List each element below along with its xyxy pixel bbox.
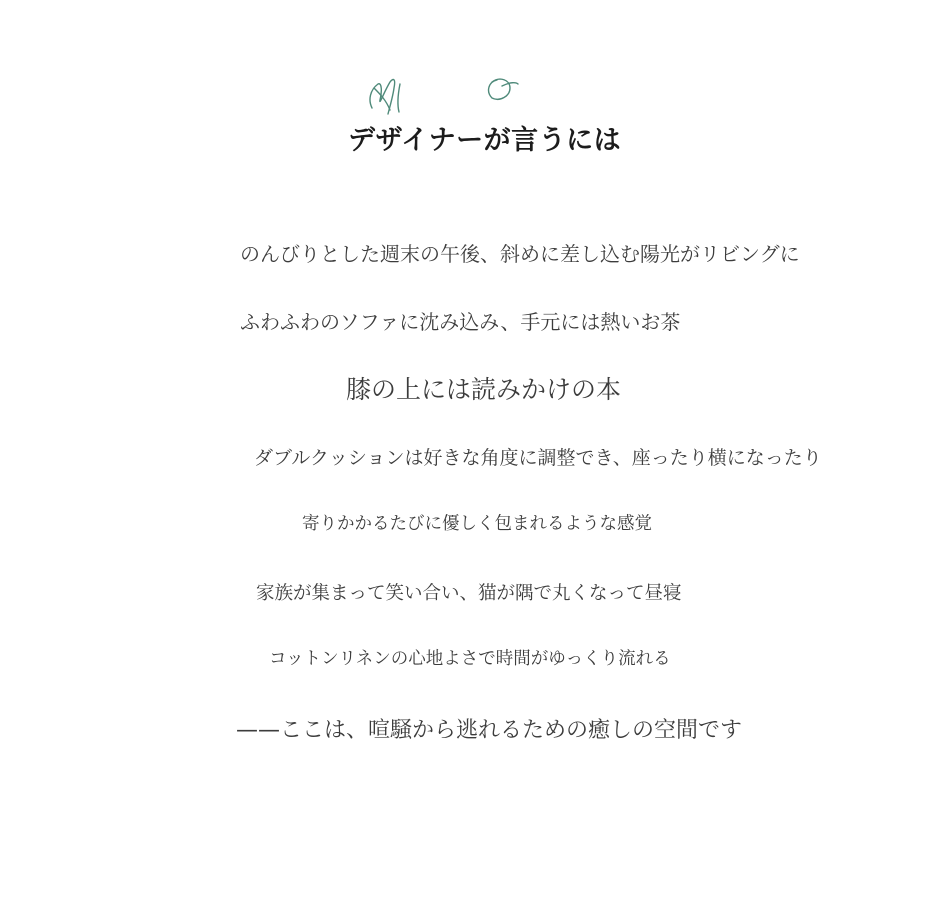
body-line: 寄りかかるたびに優しく包まれるような感覚: [302, 514, 652, 534]
body-line: ——ここは、喧騒から逃れるための癒しの空間です: [236, 718, 743, 743]
body-line: コットンリネンの心地よさで時間がゆっくり流れる: [269, 649, 671, 669]
body-line: 膝の上には読みかけの本: [346, 375, 622, 404]
page-title: デザイナーが言うには: [348, 125, 622, 156]
body-line: ふわふわのソファに沈み込み、手元には熱いお茶: [240, 310, 681, 334]
handwritten-signature: [360, 70, 530, 122]
body-line: ダブルクッションは好きな角度に調整でき、座ったり横になったり: [254, 447, 822, 469]
body-line: のんびりとした週末の午後、斜めに差し込む陽光がリビングに: [240, 242, 800, 266]
body-line: 家族が集まって笑い合い、猫が隅で丸くなって昼寝: [256, 583, 682, 604]
